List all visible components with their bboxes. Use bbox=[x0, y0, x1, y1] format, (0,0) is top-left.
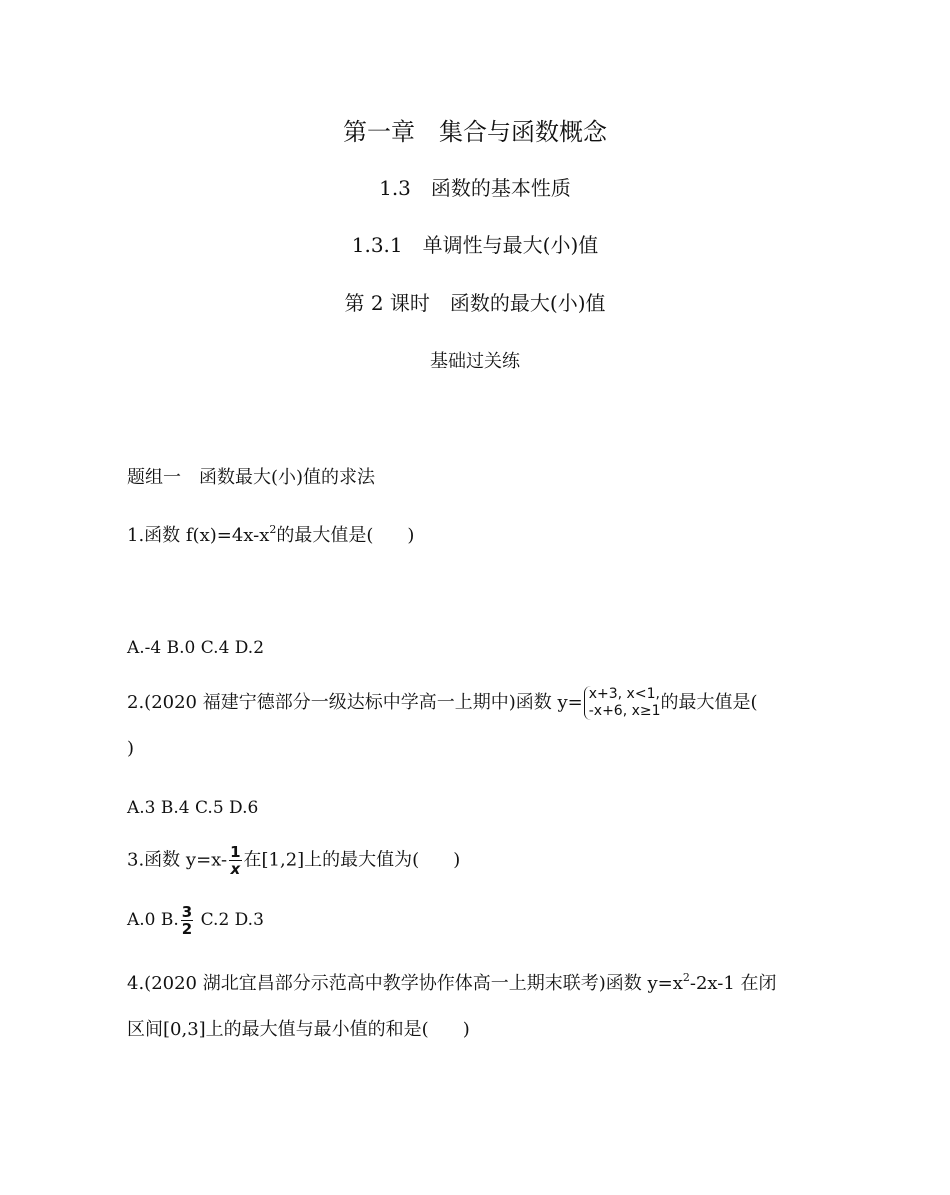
subsection-title: 1.3.1 单调性与最大(小)值 bbox=[351, 233, 599, 257]
section-title: 1.3 函数的基本性质 bbox=[379, 176, 571, 200]
question-1-suffix: 的最大值是( bbox=[276, 525, 374, 546]
fraction-numerator: 1 bbox=[230, 843, 241, 861]
question-2-prefix: 2.(2020 福建宁德部分一级达标中学高一上期中)函数 y= bbox=[127, 692, 583, 713]
question-2 bbox=[127, 686, 758, 720]
question-1-prefix: 1.函数 f(x)=4x-x bbox=[127, 525, 270, 546]
question-3 bbox=[127, 844, 460, 877]
question-3-prefix: 3.函数 y=x- bbox=[127, 849, 228, 871]
piecewise-function bbox=[584, 686, 661, 720]
question-4-close: ) bbox=[462, 1019, 470, 1040]
fraction-denominator: 2 bbox=[181, 920, 193, 938]
question-4-prefix: 4.(2020 湖北宜昌部分示范高中教学协作体高一上期末联考)函数 y=x bbox=[127, 973, 683, 994]
question-2-suffix: 的最大值是( bbox=[660, 692, 758, 713]
fraction-one-over-x bbox=[229, 844, 241, 877]
fraction-denominator: x bbox=[230, 860, 241, 878]
fraction-numerator: 3 bbox=[181, 903, 193, 921]
question-4-line-2 bbox=[127, 1015, 470, 1041]
group-title: 题组一 函数最大(小)值的求法 bbox=[127, 467, 376, 488]
question-1-options: A.-4 B.0 C.4 D.2 bbox=[127, 638, 265, 658]
question-1-close: ) bbox=[407, 525, 415, 546]
question-3-options bbox=[127, 904, 264, 937]
chapter-title: 第一章 集合与函数概念 bbox=[343, 118, 607, 146]
question-3-options-a: A.0 B. bbox=[127, 910, 179, 930]
question-2-close: ) bbox=[127, 738, 135, 759]
fraction-three-halves bbox=[181, 904, 193, 937]
question-4-body: 区间[0,3]上的最大值与最小值的和是( bbox=[127, 1019, 429, 1040]
question-3-suffix: 在[1,2]上的最大值为( bbox=[243, 849, 420, 871]
question-3-options-rest: C.2 D.3 bbox=[195, 910, 264, 930]
question-3-close: ) bbox=[453, 849, 461, 871]
question-4-exponent: 2 bbox=[682, 971, 690, 984]
question-2-options: A.3 B.4 C.5 D.6 bbox=[127, 798, 259, 818]
question-1-exponent: 2 bbox=[269, 523, 277, 536]
lesson-title: 第 2 课时 函数的最大(小)值 bbox=[344, 291, 606, 315]
piecewise-case-1: x+3, x<1, bbox=[588, 686, 660, 702]
question-1 bbox=[127, 521, 414, 547]
question-4-line-1 bbox=[127, 969, 777, 995]
question-4-suffix: -2x-1 在闭 bbox=[689, 973, 777, 994]
piecewise-case-2: -x+6, x≥1 bbox=[588, 703, 661, 719]
exercise-level: 基础过关练 bbox=[430, 351, 520, 372]
